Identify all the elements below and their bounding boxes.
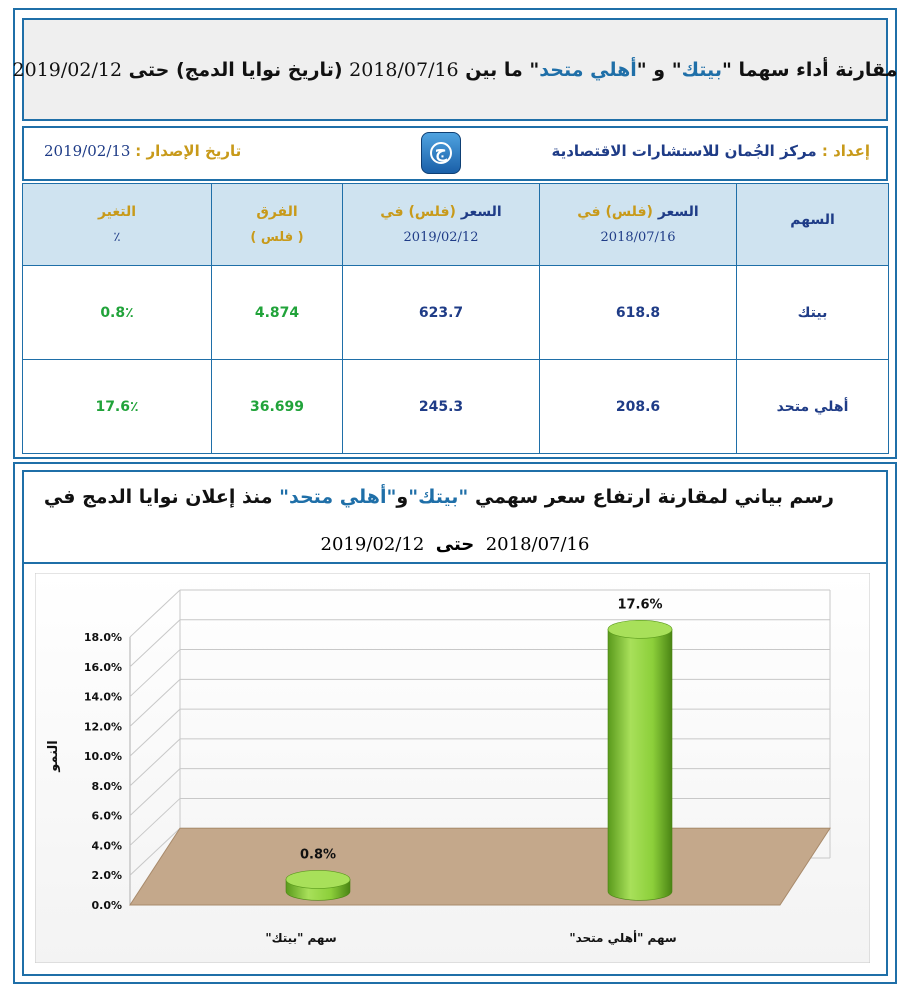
issue-date: 2019/02/13 <box>44 142 131 160</box>
company-logo <box>421 132 461 174</box>
y-tick-label: 4.0% <box>91 839 122 853</box>
info-bar <box>22 126 888 181</box>
price-comparison-table <box>22 183 889 454</box>
row2-price-to: 245.3 <box>343 360 540 454</box>
bar-2 <box>608 620 672 900</box>
x-category-label: سهم "أهلي متحد" <box>569 931 677 945</box>
y-tick-label: 6.0% <box>91 809 122 823</box>
report-title <box>12 18 898 121</box>
row2-price-from: 208.6 <box>540 360 737 454</box>
header-price-from: السعر (فلس) في 2018/07/16 <box>540 184 737 266</box>
bar-1 <box>286 870 350 900</box>
chart-subtitle: 2018/07/16 حتى 2019/02/12 <box>320 534 590 555</box>
title-stock2: أهلي متحد <box>539 58 637 81</box>
title-part2: " و " <box>636 58 682 81</box>
data-label: 17.6% <box>617 597 663 613</box>
title-until: حتى <box>128 58 170 81</box>
issue-date-block <box>44 142 241 160</box>
y-tick-label: 10.0% <box>83 750 122 764</box>
row1-stock: بيتك <box>737 266 889 360</box>
title-date-from: 2018/07/16 <box>349 58 459 81</box>
header-change: التغير ٪ <box>23 184 212 266</box>
y-tick-label: 18.0% <box>83 631 122 644</box>
row1-price-to: 623.7 <box>343 266 540 360</box>
chart-title: رسم بياني لمقارنة ارتفاع سعر سهمي "بيتك"و"أهلي متحد" منذ إعلان نوايا الدمج في <box>43 486 834 508</box>
issue-label: تاريخ الإصدار : <box>135 142 242 160</box>
title-part1: مقارنة أداء سهما " <box>721 58 898 81</box>
row1-price-from: 618.8 <box>540 266 737 360</box>
row1-change: 0.8٪ <box>23 266 212 360</box>
header-price-to: السعر (فلس) في 2019/02/12 <box>343 184 540 266</box>
y-tick-label: 8.0% <box>91 779 122 793</box>
x-category-label: سهم "بيتك" <box>265 931 337 945</box>
prepared-name: مركز الجُمان للاستشارات الاقتصادية <box>551 142 817 160</box>
bar-body <box>608 629 672 900</box>
row2-change: 17.6٪ <box>23 360 212 454</box>
title-note: (تاريخ نوايا الدمج) <box>175 58 343 81</box>
y-axis-title: النمو <box>46 740 61 772</box>
y-tick-label: 14.0% <box>83 690 122 704</box>
growth-chart <box>35 573 870 963</box>
bar-top <box>286 870 350 888</box>
y-tick-label: 2.0% <box>91 869 122 883</box>
title-date-to: 2019/02/12 <box>12 58 123 81</box>
table-row <box>23 266 889 360</box>
logo-letter-icon: ج <box>435 141 447 162</box>
table-header-row <box>23 184 889 266</box>
chart-title-box <box>22 470 888 562</box>
y-tick-label: 12.0% <box>83 720 122 734</box>
row2-diff: 36.699 <box>212 360 343 454</box>
bar-top <box>608 620 672 638</box>
prepared-label: إعداد : <box>821 142 870 160</box>
chart-floor <box>130 828 830 905</box>
table-row <box>23 360 889 454</box>
header-diff: الفرق ( فلس ) <box>212 184 343 266</box>
row1-diff: 4.874 <box>212 266 343 360</box>
data-label: 0.8% <box>299 847 337 863</box>
title-part3: " ما بين <box>465 58 540 81</box>
y-tick-label: 16.0% <box>83 660 122 674</box>
y-tick-label: 0.0% <box>91 899 122 912</box>
title-stock1: بيتك <box>681 58 722 81</box>
header-stock: السهم <box>737 184 889 266</box>
prepared-by <box>551 142 870 160</box>
row2-stock: أهلي متحد <box>737 360 889 454</box>
